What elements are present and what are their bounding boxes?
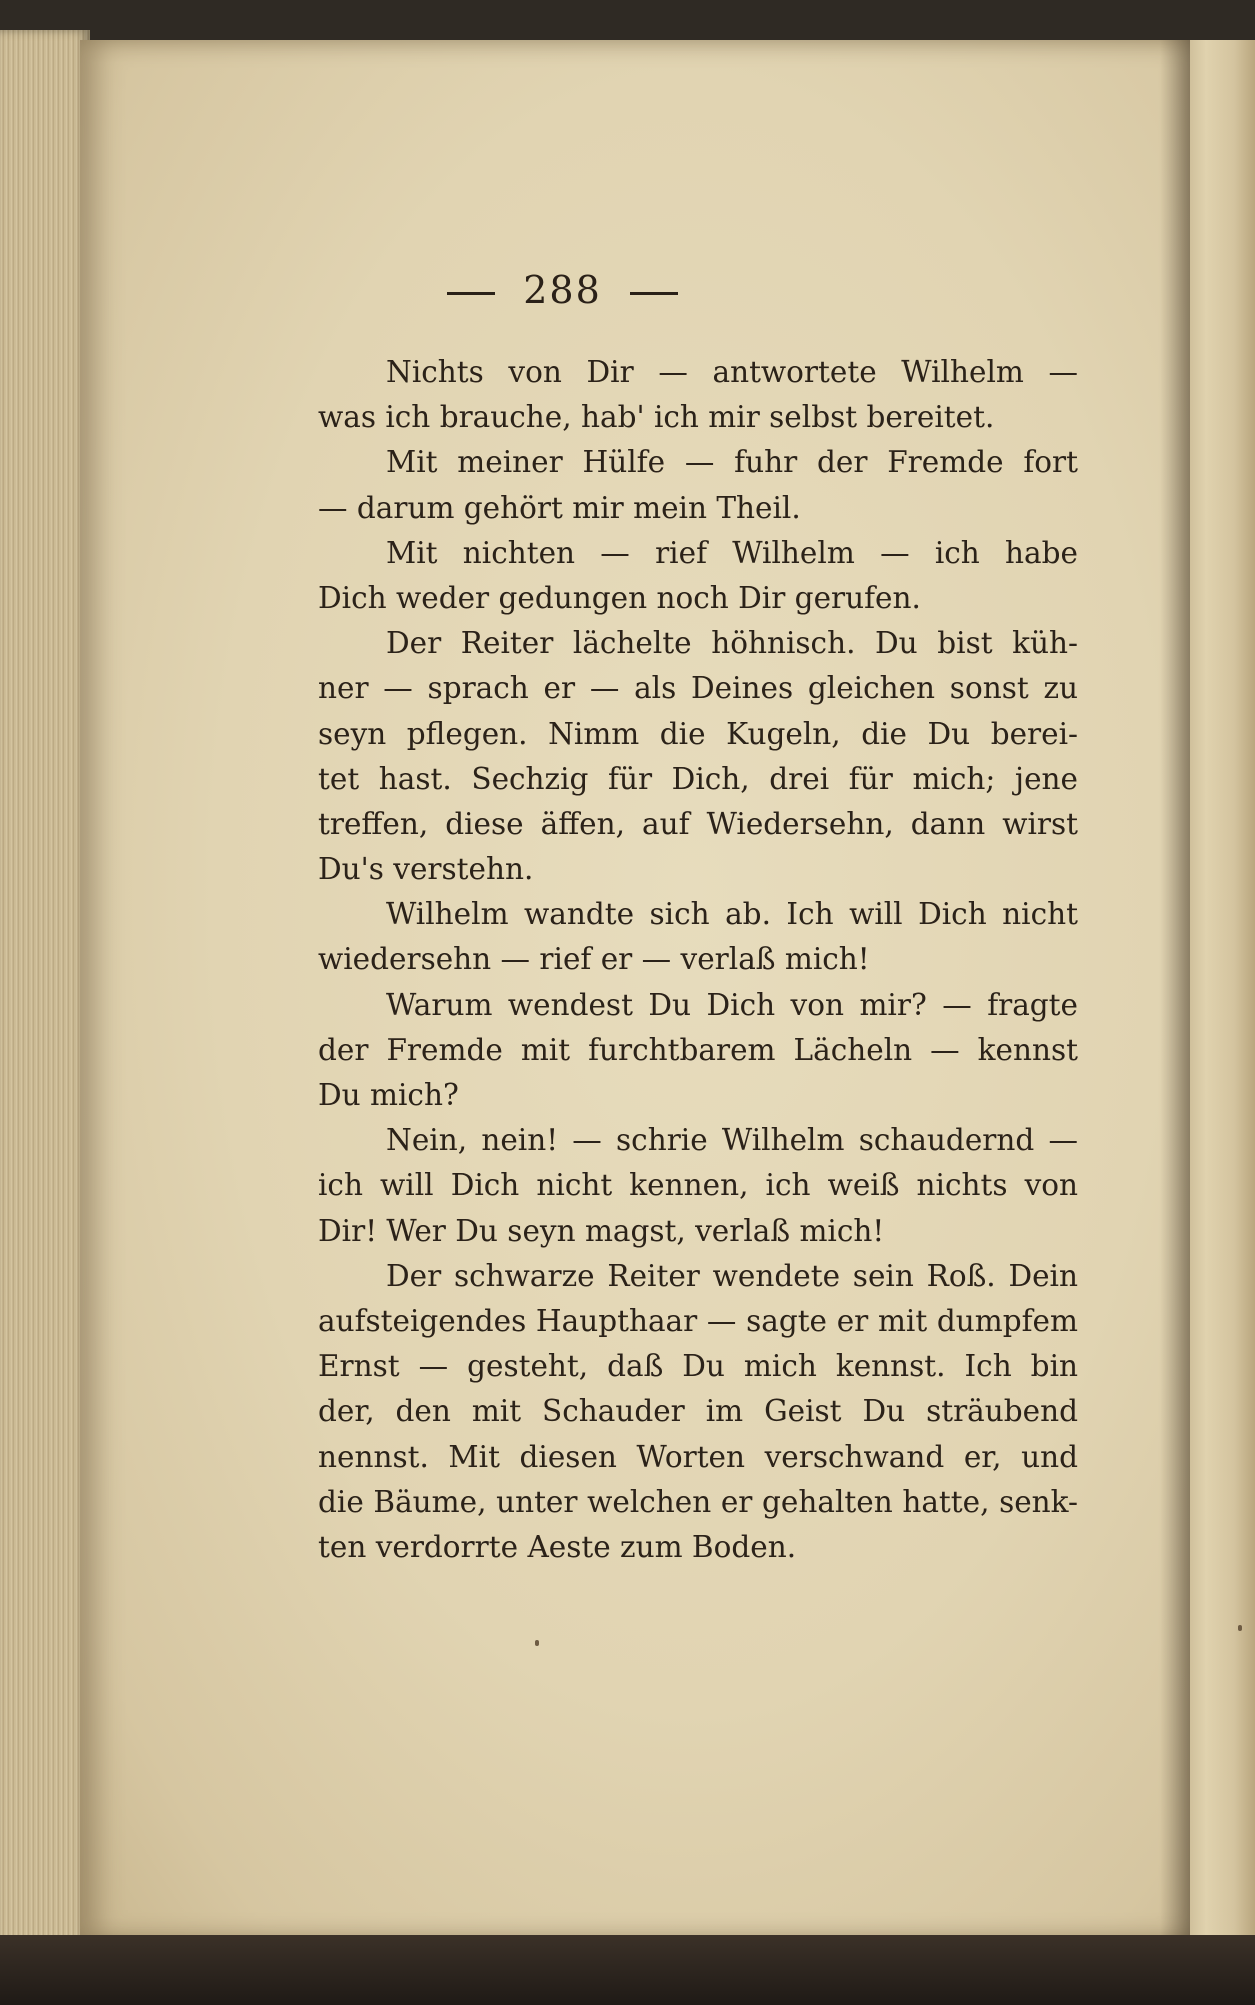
book-page-stack-right <box>1185 40 1255 1940</box>
text-line: Nein, nein! — schrie Wilhelm schaudernd — <box>386 1123 1078 1158</box>
page-number-text: 288 <box>523 268 602 312</box>
ink-speck <box>535 1640 539 1646</box>
text-line: Der schwarze Reiter wendete sein Roß. Dein <box>386 1258 1078 1293</box>
text-line: Du's verstehn. <box>318 852 534 887</box>
text-line: was ich brauche, hab' ich mir selbst bereitet. <box>318 400 995 435</box>
page-number-dash-right <box>630 292 678 295</box>
text-line: wiedersehn — rief er — verlaß mich! <box>318 942 870 977</box>
gutter-shadow <box>1160 40 1190 1940</box>
text-line: Mit nichten — rief Wilhelm — ich habe <box>386 535 1078 570</box>
text-line: tet hast. Sechzig für Dich, drei für mich; jene <box>318 761 1078 796</box>
ink-speck <box>1238 1625 1242 1631</box>
book-page-stack-left <box>0 30 90 1990</box>
text-line: Dich weder gedungen noch Dir gerufen. <box>318 580 921 615</box>
page-number <box>0 268 1190 312</box>
text-line: ich will Dich nicht kennen, ich weiß nichts von <box>318 1168 1078 1203</box>
text-line: — darum gehört mir mein Theil. <box>318 490 801 525</box>
text-line: ner — sprach er — als Deines gleichen sonst zu <box>318 671 1078 706</box>
text-line: Ernst — gesteht, daß Du mich kennst. Ich bin <box>318 1349 1078 1384</box>
text-line: Wilhelm wandte sich ab. Ich will Dich nicht <box>386 897 1078 932</box>
text-line: Der Reiter lächelte höhnisch. Du bist küh- <box>386 626 1078 661</box>
text-line: aufsteigendes Haupthaar — sagte er mit dumpfem <box>318 1303 1078 1338</box>
book-edge-bottom <box>0 1935 1255 2005</box>
text-line: nennst. Mit diesen Worten verschwand er, und <box>318 1439 1078 1474</box>
text-line: Dir! Wer Du seyn magst, verlaß mich! <box>318 1213 885 1248</box>
text-line: die Bäume, unter welchen er gehalten hatte, senk- <box>318 1484 1078 1519</box>
text-line: Du mich? <box>318 1078 459 1112</box>
body-text <box>318 350 1078 1570</box>
text-line: Mit meiner Hülfe — fuhr der Fremde fort <box>386 445 1078 480</box>
text-line: Nichts von Dir — antwortete Wilhelm — <box>386 355 1078 389</box>
text-line: treffen, diese äffen, auf Wiedersehn, dann wirst <box>318 806 1078 841</box>
text-line: der Fremde mit furchtbarem Lächeln — kennst <box>318 1032 1078 1067</box>
text-line: Warum wendest Du Dich von mir? — fragte <box>386 987 1078 1022</box>
text-line: ten verdorrte Aeste zum Boden. <box>318 1529 797 1564</box>
text-line: seyn pflegen. Nimm die Kugeln, die Du berei- <box>318 716 1078 751</box>
page-number-dash-left <box>447 292 495 295</box>
text-line: der, den mit Schauder im Geist Du sträubend <box>318 1394 1078 1429</box>
